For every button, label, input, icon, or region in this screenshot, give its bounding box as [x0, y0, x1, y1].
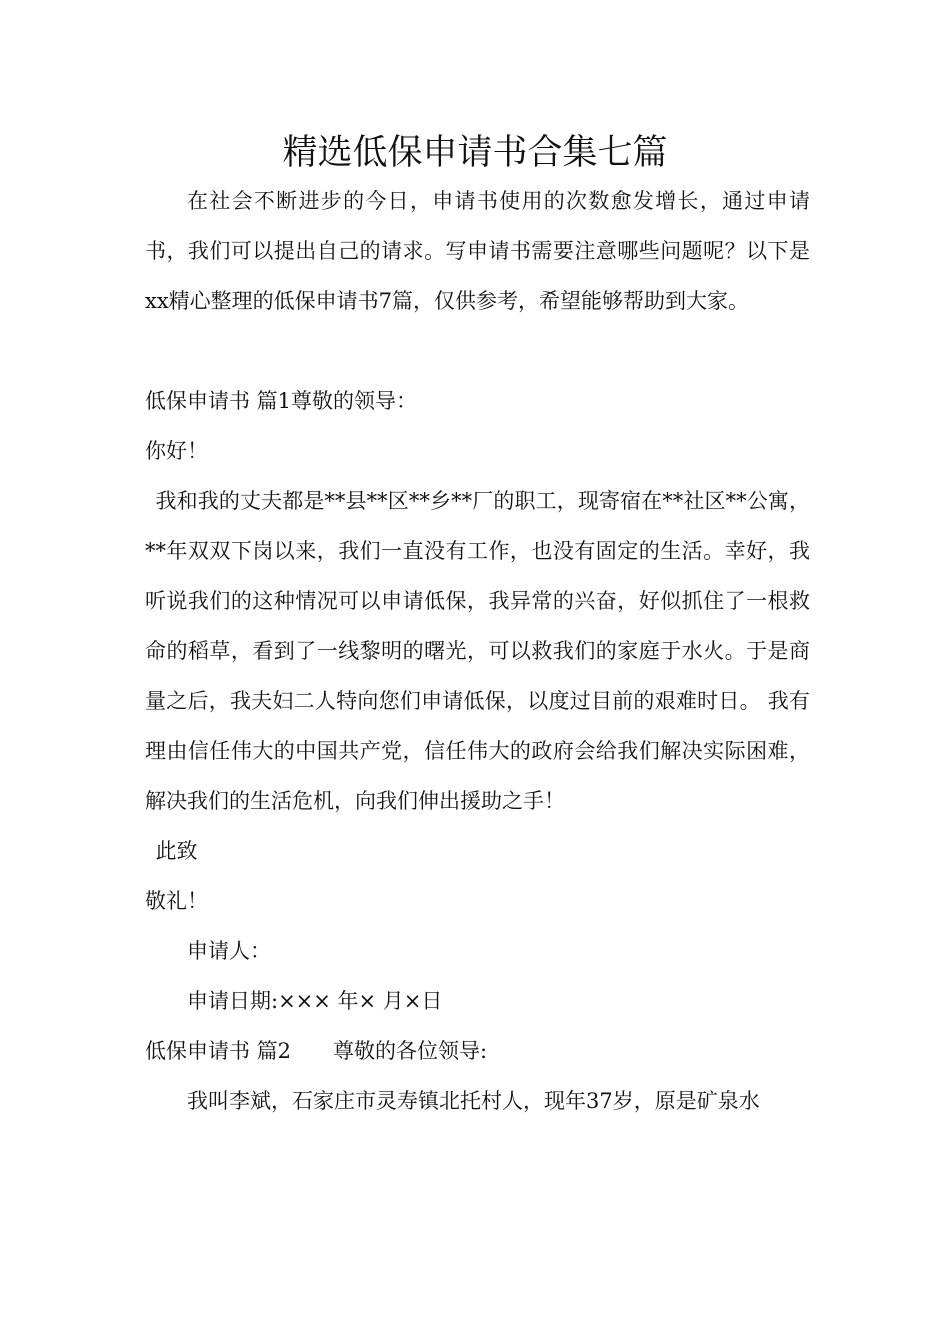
closing-salutation: 此致	[155, 839, 198, 863]
greeting: 你好！	[145, 439, 208, 463]
section-heading-2: 低保申请书 篇2 尊敬的各位领导:	[145, 1039, 488, 1063]
closing-respect: 敬礼！	[145, 889, 208, 913]
paragraph-gap	[145, 326, 810, 376]
section-heading-1: 低保申请书 篇1尊敬的领导：	[145, 389, 418, 413]
application-date-line: 申请日期:××× 年× 月×日	[187, 989, 443, 1013]
letter-2-first-line: 我叫李斌，石家庄市灵寿镇北托村人，现年37岁，原是矿泉水	[187, 1089, 760, 1113]
intro-paragraph: 在社会不断进步的今日，申请书使用的次数愈发增长，通过申请书，我们可以提出自己的请求。写申请书需要注意哪些问题呢？以下是xx精心整理的低保申请书7篇，仅供参考，希望能够帮助到大家。	[145, 189, 810, 313]
document-title: 精选低保申请书合集七篇	[282, 133, 668, 173]
letter-body-paragraph: 我和我的丈夫都是**县**区**乡**厂的职工，现寄宿在**社区**公寓，**年双双下岗以来，我们一直没有工作，也没有固定的生活。幸好，我听说我们的这种情况可以申请低保，我异常的兴奋，好似抓住了一根救命的稻草，看到了一线黎明的曙光，可以救我们的家庭于水火。于是商量之后，我夫妇二人特向您们申请低保，以度过目前的艰难时日。 我有理由信任伟大的中国共产党，信任伟大的政府会给我们解决实际困难，解决我们的生活危机，向我们伸出援助之手！	[145, 489, 810, 813]
document-body	[145, 176, 810, 1126]
applicant-line: 申请人：	[187, 939, 271, 963]
